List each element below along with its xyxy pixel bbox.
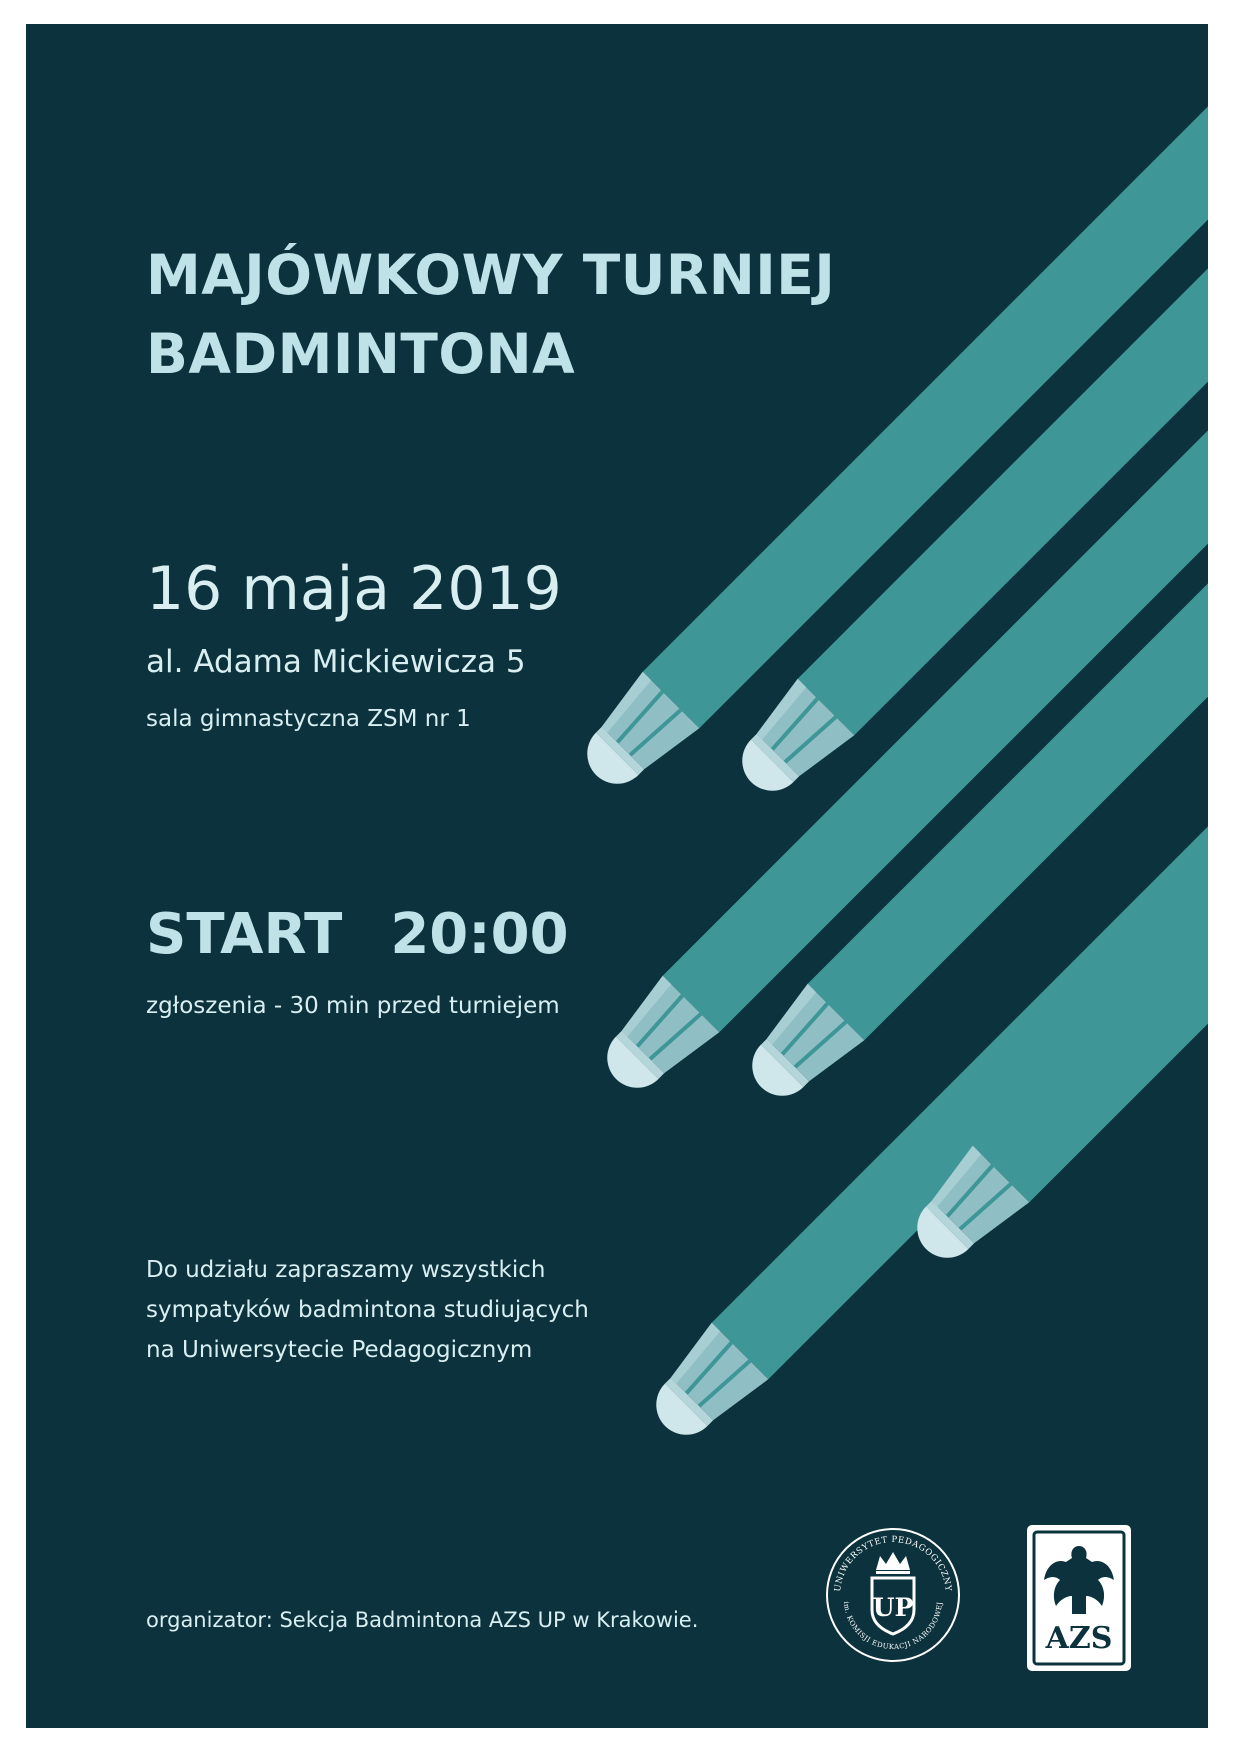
azs-monogram: AZS xyxy=(1045,1621,1113,1656)
up-ring-top-text: UNIWERSYTET PEDAGOGICZNY xyxy=(833,1534,953,1593)
event-title xyxy=(146,236,835,394)
title-line-1: MAJÓWKOWY TURNIEJ xyxy=(146,243,836,307)
up-ring-bottom-text: im. KOMISJI EDUKACJI NARODOWEJ xyxy=(842,1601,944,1652)
invite-line-2: sympatyków badmintona studiujących xyxy=(146,1297,589,1323)
start-time-line xyxy=(146,902,569,968)
title-line-2: BADMINTONA xyxy=(146,322,576,386)
start-time: 20:00 xyxy=(390,902,569,967)
event-poster xyxy=(26,24,1208,1728)
organizer-note: organizator: Sekcja Badmintona AZS UP w Krakowie. xyxy=(146,1608,699,1632)
crown-icon xyxy=(876,1552,910,1570)
event-venue: sala gimnastyczna ZSM nr 1 xyxy=(146,706,471,732)
registration-note: zgłoszenia - 30 min przed turniejem xyxy=(146,993,560,1019)
event-date: 16 maja 2019 xyxy=(146,554,562,624)
up-university-logo xyxy=(824,1526,962,1664)
azs-logo xyxy=(1026,1524,1132,1672)
invite-line-1: Do udziału zapraszamy wszystkich xyxy=(146,1257,546,1283)
start-label: START xyxy=(146,902,343,967)
invite-line-3: na Uniwersytecie Pedagogicznym xyxy=(146,1337,533,1363)
event-address: al. Adama Mickiewicza 5 xyxy=(146,644,526,680)
invitation-text xyxy=(146,1250,589,1370)
up-monogram: UP xyxy=(872,1593,914,1622)
